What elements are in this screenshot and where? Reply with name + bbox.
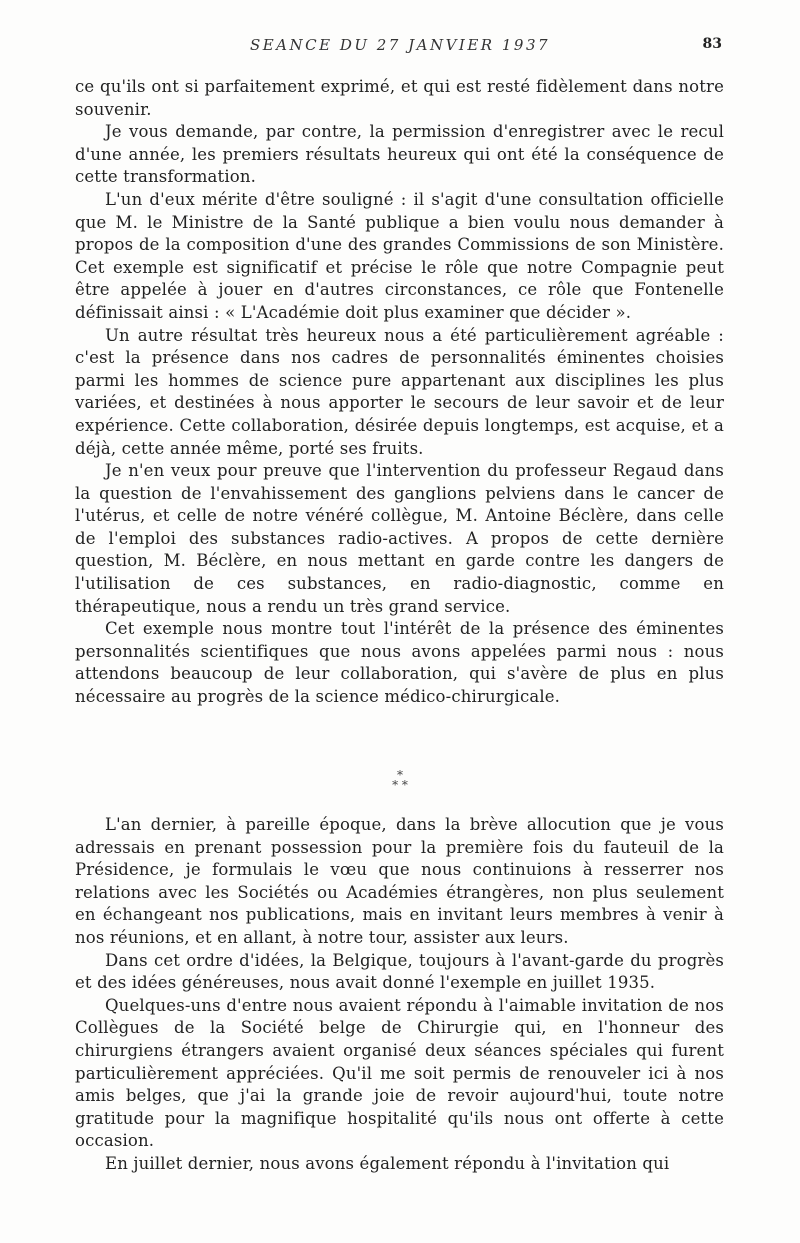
text-section-1	[75, 76, 724, 709]
paragraph: L'un d'eux mérite d'être souligné : il s'agit d'une consultation officielle que M. le Ministre de la Santé publique a bien voulu nous demander à propos de la composition d'une des grandes Commissions de son Ministère. Cet exemple est significatif et précise le rôle que notre Compagnie peut être appelée à jouer en d'autres circonstances, ce rôle que Fontenelle définissait ainsi : « L'Académie doit plus examiner que décider ».	[75, 189, 724, 322]
paragraph: Dans cet ordre d'idées, la Belgique, toujours à l'avant-garde du progrès et des idées généreuses, nous avait donné l'exemple en juillet 1935.	[75, 950, 724, 993]
running-title: SEANCE DU 27 JANVIER 1937	[249, 36, 551, 54]
paragraph: Un autre résultat très heureux nous a été particulièrement agréable : c'est la présence dans nos cadres de personnalités éminentes choisies parmi les hommes de science pure appartenant aux disciplines les plus variées, et destinées à nous apporter le secours de leur savoir et de leur expérience. Cette collaboration, désirée depuis longtemps, est acquise, et a déjà, cette année même, porté ses fruits.	[75, 325, 724, 458]
asterism-top: *	[397, 768, 403, 782]
asterism-bottom: * *	[392, 778, 408, 792]
paragraph: Quelques-uns d'entre nous avaient répondu à l'aimable invitation de nos Collègues de la Société belge de Chirurgie qui, en l'honneur des chirurgiens étrangers avaient organisé deux séances spéciales qui furent particulièrement appréciées. Qu'il me soit permis de renouveler ici à nos amis belges, que j'ai la grande joie de revoir aujourd'hui, toute notre gratitude pour la magnifique hospitalité qu'ils nous ont offerte à cette occasion.	[75, 995, 724, 1151]
paragraph: En juillet dernier, nous avons également répondu à l'invitation qui	[105, 1153, 670, 1173]
page-number: 83	[702, 36, 722, 52]
paragraph: ce qu'ils ont si parfaitement exprimé, et qui est resté fidèlement dans notre souvenir.	[75, 77, 724, 119]
paragraph: Je vous demande, par contre, la permission d'enregistrer avec le recul d'une année, les premiers résultats heureux qui ont été la conséquence de cette transformation.	[75, 122, 724, 187]
paragraph: Cet exemple nous montre tout l'intérêt de la présence des éminentes personnalités scientifiques que nous avons appelées parmi nous : nous attendons beaucoup de leur collaboration, qui s'avère de plus en plus nécessaire au progrès de la science médico-chirurgicale.	[75, 619, 724, 707]
running-head	[0, 36, 800, 56]
paragraph: L'an dernier, à pareille époque, dans la brève allocution que je vous adressais en prenant possession pour la première fois du fauteuil de la Présidence, je formulais le vœu que nous continuions à resserrer nos relations avec les Sociétés ou Académies étrangères, non plus seulement en échangeant nos publications, mais en invitant leurs membres à venir à nos réunions, et en allant, à notre tour, assister aux leurs.	[75, 815, 724, 947]
paragraph: Je n'en veux pour preuve que l'intervention du professeur Regaud dans la question de l'envahissement des ganglions pelviens dans le cancer de l'utérus, et celle de notre vénéré collègue, M. Antoine Béclère, dans celle de l'emploi des substances radio-actives. A propos de cette dernière question, M. Béclère, en nous mettant en garde contre les dangers de l'utilisation de ces substances, en radio-diagnostic, comme en thérapeutique, nous a rendu un très grand service.	[75, 461, 724, 616]
section-separator	[0, 770, 800, 790]
text-section-2	[75, 814, 724, 1176]
